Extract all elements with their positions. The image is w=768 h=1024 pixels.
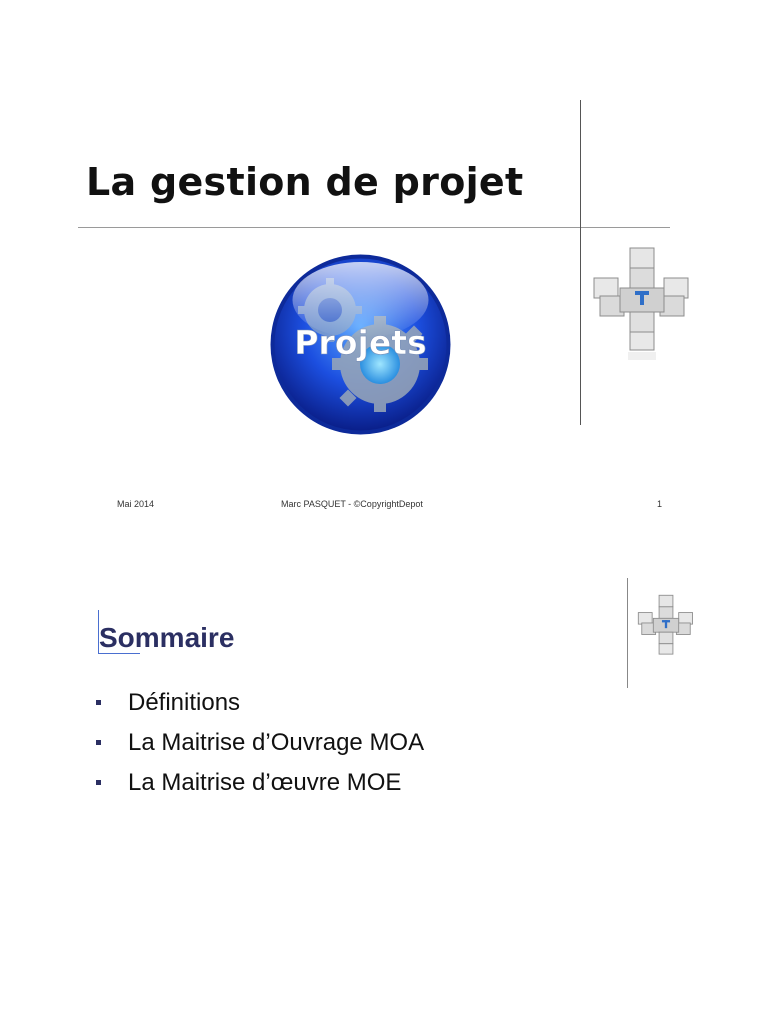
summary-item-label: La Maitrise d’œuvre MOE [128, 769, 402, 796]
footer-date: Mai 2014 [117, 499, 155, 509]
summary-item [96, 766, 424, 806]
summary-item-label: Définitions [128, 689, 241, 716]
summary-item [96, 686, 424, 726]
cube-cluster-logo-small-icon [636, 592, 696, 662]
projets-badge-icon [268, 252, 453, 437]
slide1-title: La gestion de projet [86, 160, 524, 204]
footer-page-number: 1 [657, 499, 663, 509]
square-bullet-icon [96, 740, 101, 745]
title-divider [78, 227, 670, 228]
summary-item [96, 726, 424, 766]
summary-item-label: La Maitrise d’Ouvrage MOA [128, 729, 425, 756]
summary-list [96, 686, 424, 806]
cube-cluster-logo-icon [590, 244, 694, 362]
projets-badge-label: Projets [294, 323, 427, 362]
footer-author: Marc PASQUET - ©CopyrightDepot [281, 499, 423, 509]
vertical-divider [580, 100, 581, 425]
vertical-divider-2 [627, 578, 628, 688]
square-bullet-icon [96, 700, 101, 705]
slide2-title: Sommaire [99, 622, 235, 653]
square-bullet-icon [96, 780, 101, 785]
